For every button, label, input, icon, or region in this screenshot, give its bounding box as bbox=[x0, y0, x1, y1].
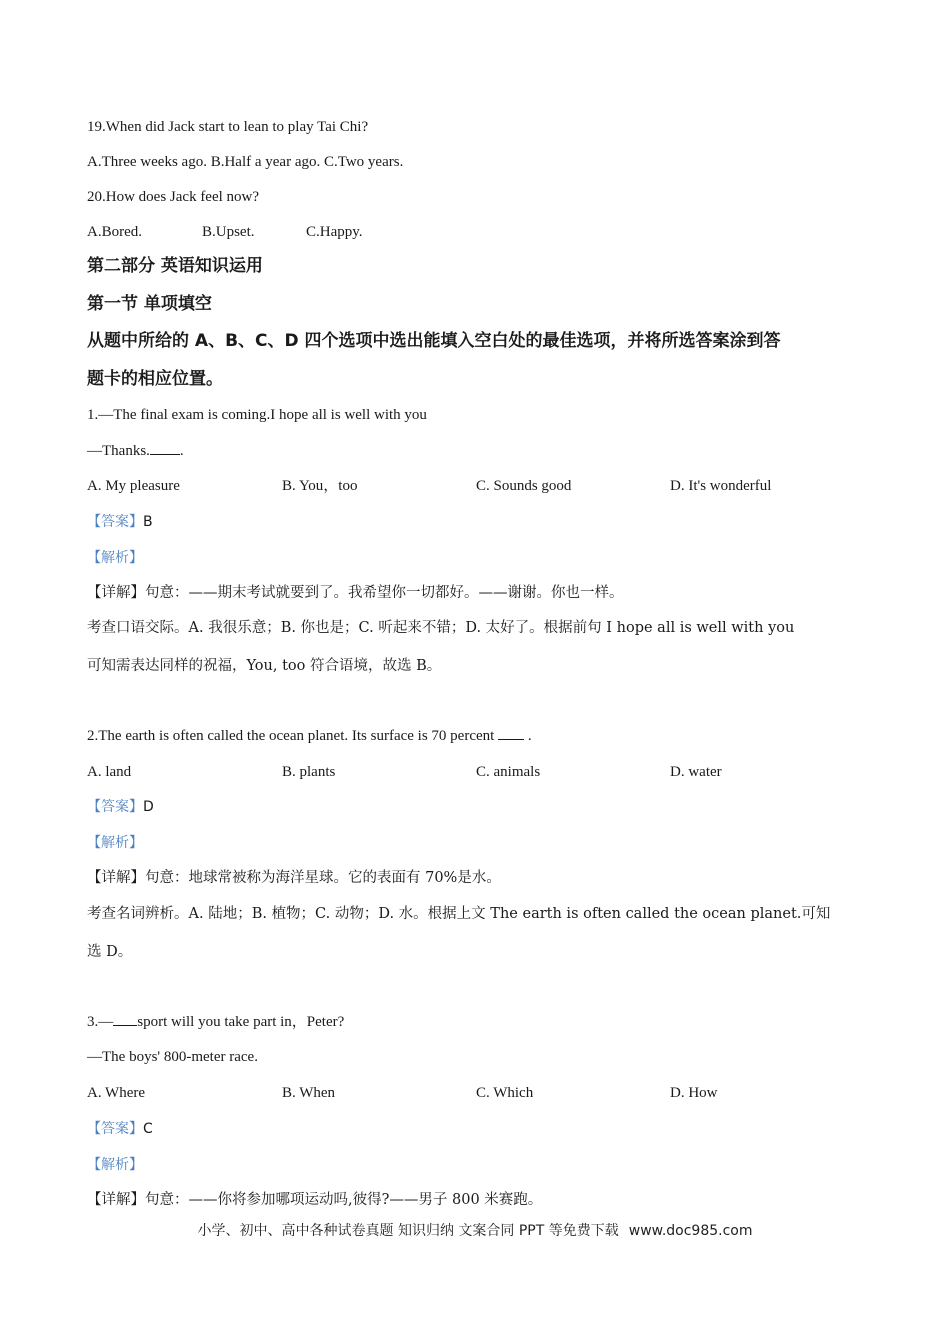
q2-explain-2: 选 D。 bbox=[87, 944, 133, 960]
q3-answer-value: C bbox=[143, 1121, 153, 1137]
q2-option-b: B. plants bbox=[282, 764, 336, 780]
q1-blank bbox=[150, 441, 180, 455]
option-a: A.Bored. bbox=[87, 224, 142, 240]
detail-label: 【详解】 bbox=[87, 1192, 145, 1208]
q3-blank bbox=[113, 1012, 137, 1026]
q1-answer bbox=[87, 512, 153, 532]
q3-option-d: D. How bbox=[670, 1085, 718, 1101]
detail-label: 【详解】 bbox=[87, 870, 145, 886]
q1-detail-text: 句意：——期末考试就要到了。我希望你一切都好。——谢谢。你也一样。 bbox=[145, 585, 624, 601]
answer-label: 【答案】 bbox=[87, 1121, 143, 1137]
q2-line-1-prefix: 2.The earth is often called the ocean planet. Its surface is 70 percent bbox=[87, 728, 495, 744]
q3-detail-text: 句意：——你将参加哪项运动吗,彼得?——男子 800 米赛跑。 bbox=[145, 1192, 543, 1208]
q1-line-2-suffix: . bbox=[179, 443, 184, 459]
q3-detail bbox=[87, 1190, 542, 1210]
q1-answer-value: B bbox=[143, 514, 153, 530]
q3-analysis-label: 【解析】 bbox=[87, 1157, 143, 1173]
q2-line-1-suffix: . bbox=[524, 728, 532, 744]
q1-option-b: B. You，too bbox=[282, 478, 358, 494]
q2-option-c: C. animals bbox=[476, 764, 541, 780]
q1-option-c: C. Sounds good bbox=[476, 478, 572, 494]
q3-option-a: A. Where bbox=[87, 1085, 146, 1101]
q1-line-2-prefix: —Thanks. bbox=[87, 443, 150, 459]
q1-explain-1: 考查口语交际。A. 我很乐意；B. 你也是；C. 听起来不错；D. 太好了。根据前句 I hope all is well with you bbox=[87, 620, 795, 636]
q1-line-1: 1.—The final exam is coming.I hope all is well with you bbox=[87, 407, 427, 423]
option-b: B.Upset. bbox=[202, 224, 255, 240]
q1-explain-2: 可知需表达同样的祝福，You, too 符合语境，故选 B。 bbox=[87, 658, 442, 674]
question-19: 19.When did Jack start to lean to play Tai Chi? bbox=[87, 119, 369, 135]
q2-detail bbox=[87, 868, 501, 888]
q2-option-a: A. land bbox=[87, 764, 132, 780]
q2-blank bbox=[498, 726, 524, 740]
detail-label: 【详解】 bbox=[87, 585, 145, 601]
q1-option-a: A. My pleasure bbox=[87, 478, 180, 494]
instruction-line-2: 题卡的相应位置。 bbox=[87, 369, 223, 389]
q3-line-1 bbox=[87, 1012, 344, 1032]
option-c: C.Happy. bbox=[306, 224, 363, 240]
section-title: 第一节 单项填空 bbox=[87, 294, 212, 314]
instruction-line-1: 从题中所给的 A、B、C、D 四个选项中选出能填入空白处的最佳选项，并将所选答案涂到答 bbox=[87, 331, 781, 351]
q1-line-2 bbox=[87, 441, 184, 461]
q3-option-b: B. When bbox=[282, 1085, 336, 1101]
q1-option-d: D. It's wonderful bbox=[670, 478, 772, 494]
q1-analysis-label: 【解析】 bbox=[87, 550, 143, 566]
q2-answer-value: D bbox=[143, 799, 154, 815]
q2-option-d: D. water bbox=[670, 764, 722, 780]
question-20-options bbox=[87, 222, 847, 242]
q3-line-1-prefix: 3.— bbox=[87, 1014, 114, 1030]
q2-options bbox=[87, 762, 847, 782]
q2-detail-text: 句意：地球常被称为海洋星球。它的表面有 70%是水。 bbox=[145, 870, 501, 886]
question-20: 20.How does Jack feel now? bbox=[87, 189, 260, 205]
footer-text: 小学、初中、高中各种试卷真题 知识归纳 文案合同 PPT 等免费下载 bbox=[197, 1223, 619, 1239]
q3-options bbox=[87, 1083, 847, 1103]
answer-label: 【答案】 bbox=[87, 799, 143, 815]
q2-line-1 bbox=[87, 726, 532, 746]
question-19-options: A.Three weeks ago. B.Half a year ago. C.Two years. bbox=[87, 154, 404, 170]
q3-line-2: —The boys' 800-meter race. bbox=[87, 1049, 258, 1065]
q2-analysis-label: 【解析】 bbox=[87, 835, 143, 851]
part2-title: 第二部分 英语知识运用 bbox=[87, 256, 263, 276]
q1-options bbox=[87, 476, 847, 496]
q3-option-c: C. Which bbox=[476, 1085, 534, 1101]
footer-url[interactable]: www.doc985.com bbox=[628, 1223, 753, 1239]
q1-detail bbox=[87, 583, 624, 603]
answer-label: 【答案】 bbox=[87, 514, 143, 530]
q2-explain-1: 考查名词辨析。A. 陆地；B. 植物；C. 动物；D. 水。根据上文 The earth is often called the ocean planet.可知 bbox=[87, 906, 831, 922]
q2-answer bbox=[87, 797, 154, 817]
q3-answer bbox=[87, 1119, 153, 1139]
q3-line-1-suffix: sport will you take part in，Peter? bbox=[137, 1014, 345, 1030]
page-footer bbox=[0, 1220, 950, 1240]
